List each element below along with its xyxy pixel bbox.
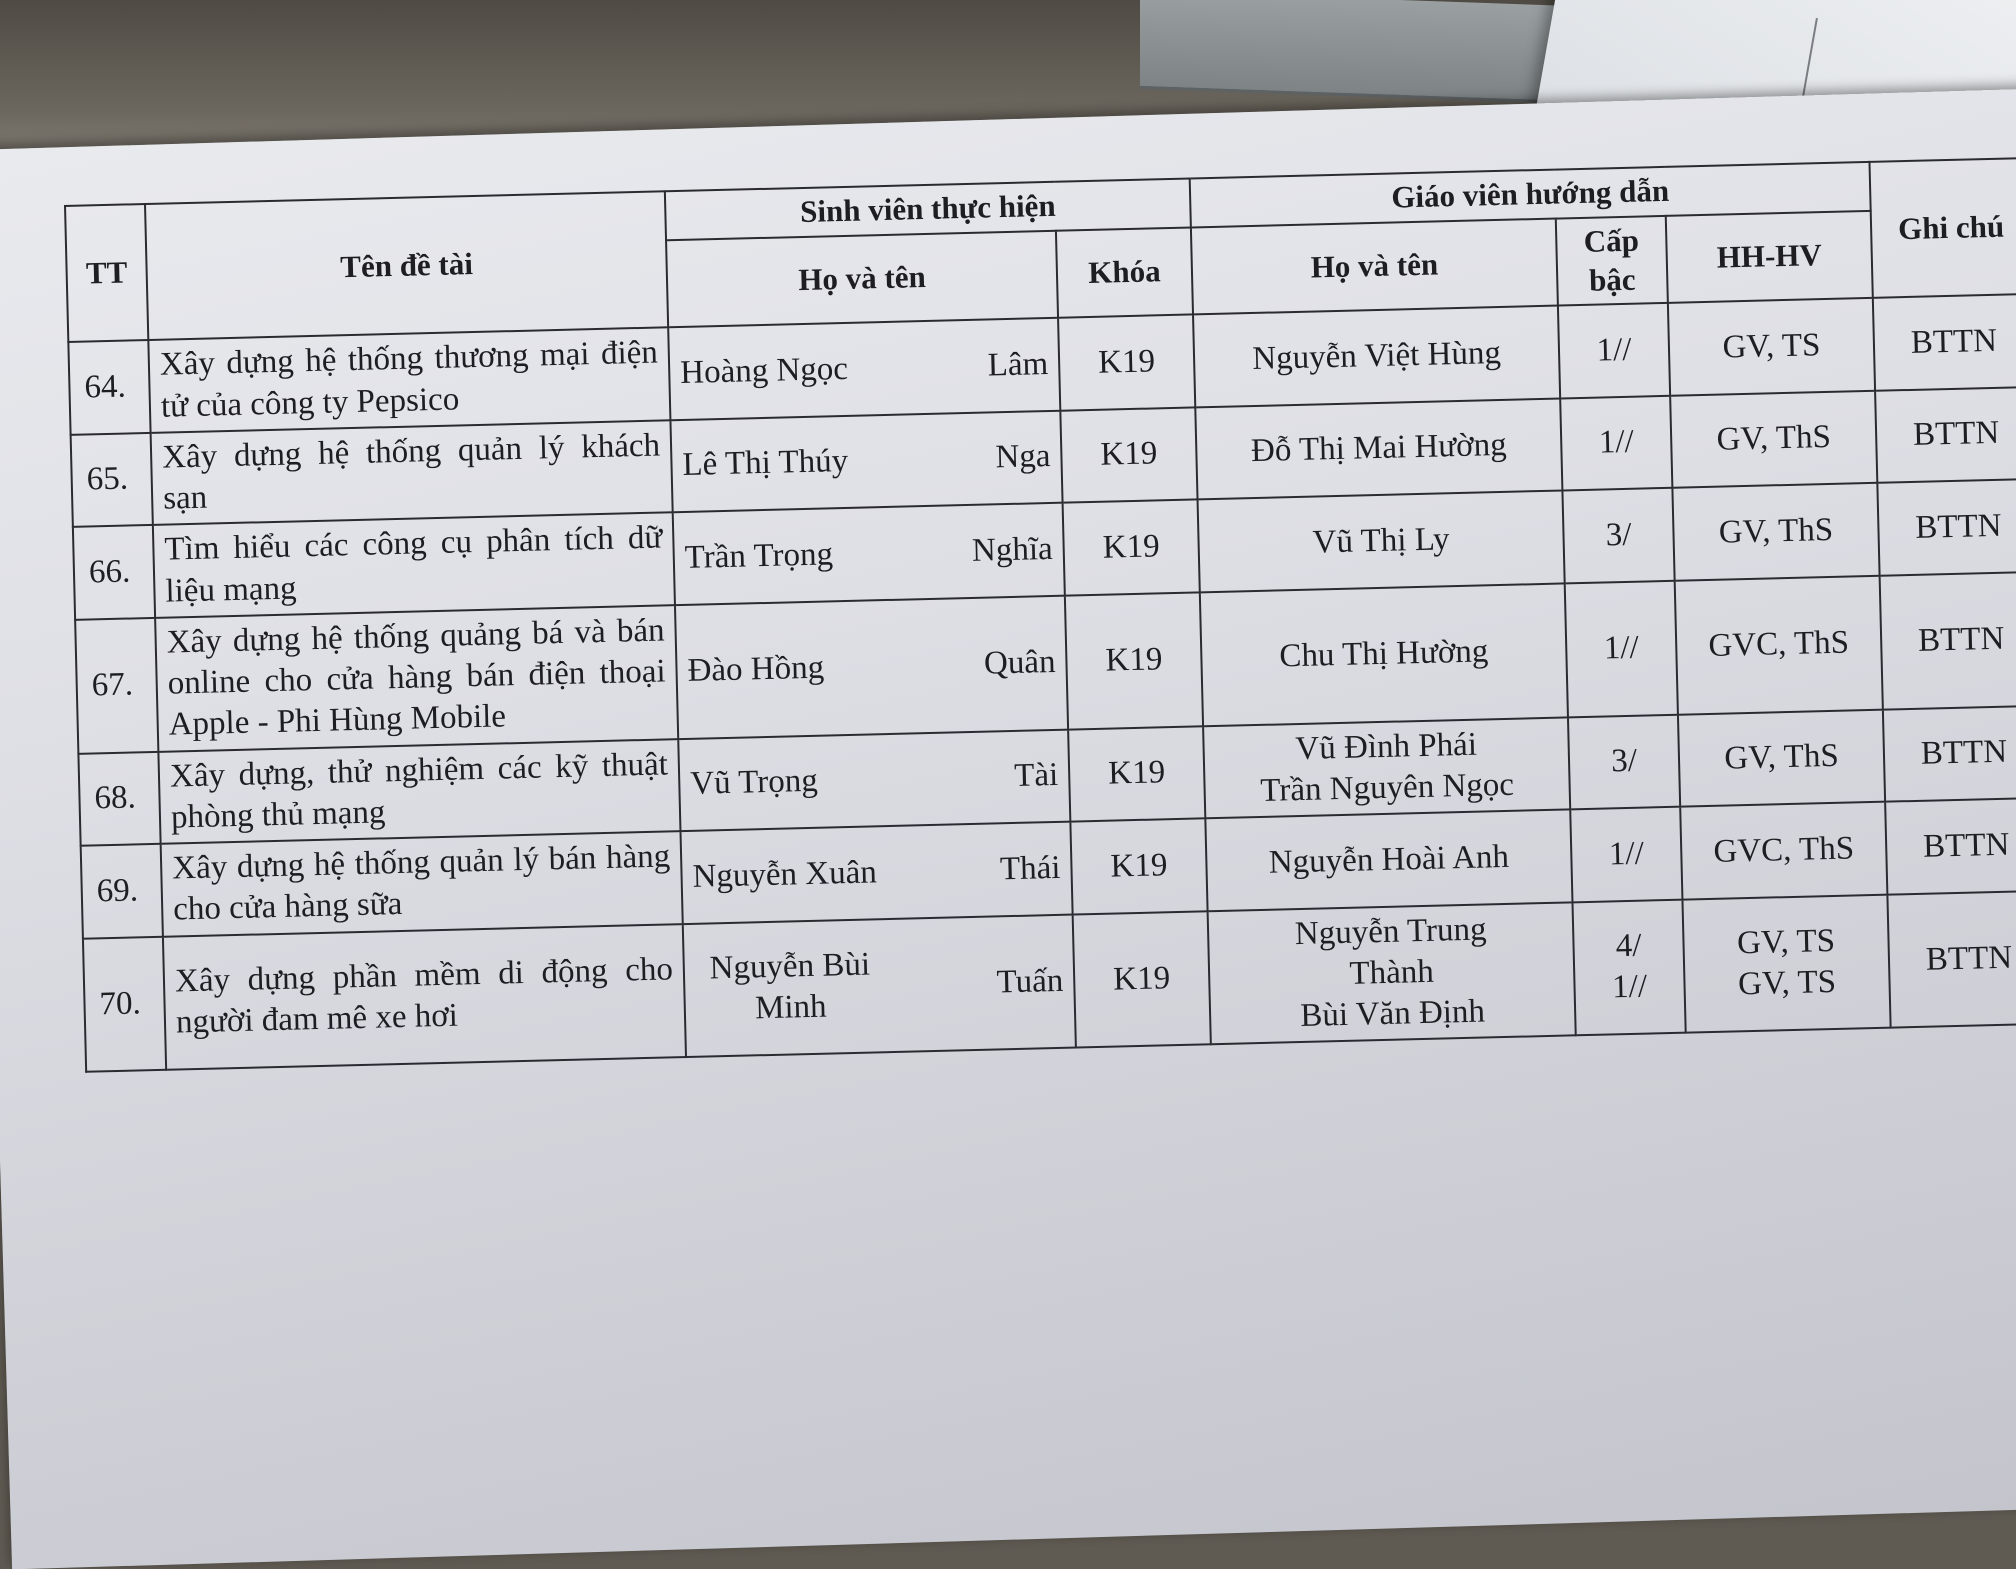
student-name-cell xyxy=(668,318,1060,420)
note-cell: BTTN xyxy=(1873,294,2016,390)
course-cell: K19 xyxy=(1073,911,1211,1048)
thesis-topic-table-container xyxy=(64,157,2016,1073)
student-name-cell xyxy=(683,914,1076,1057)
note-cell: BTTN xyxy=(1885,798,2016,894)
advisor-name: Vũ Thị Ly xyxy=(1312,521,1450,561)
advisor-title: GV, ThS xyxy=(1718,511,1834,551)
advisor-name: Đỗ Thị Mai Hường xyxy=(1250,427,1508,470)
student-first-name: Tài xyxy=(1013,757,1059,795)
note-cell: BTTN xyxy=(1887,890,2016,1028)
advisor-title: GVC, ThS xyxy=(1713,830,1855,870)
advisor-name-cell xyxy=(1198,491,1565,592)
advisor-rank: 3/ xyxy=(1605,516,1632,554)
student-first-name: Thái xyxy=(999,849,1061,887)
advisor-title: GV, TS xyxy=(1722,327,1821,366)
advisor-name: Chu Thị Hường xyxy=(1278,633,1489,675)
student-first-name: Tuấn xyxy=(996,962,1064,1001)
student-last-name: Hoàng Ngọc xyxy=(679,350,849,391)
advisor-title-cell xyxy=(1668,298,1875,395)
advisor-title-cell xyxy=(1680,802,1887,899)
advisor-title: GV, ThS xyxy=(1723,737,1840,777)
topic-cell: Xây dựng hệ thống quản lý bán hàng cho cửa hàng sữa xyxy=(161,831,683,936)
topic-cell: Xây dựng, thử nghiệm các kỹ thuật phòng thủ mạng xyxy=(158,739,680,844)
topic-cell: Xây dựng hệ thống thương mại điện tử của công ty Pepsico xyxy=(148,328,670,433)
student-last-name: Đào Hồng xyxy=(687,649,825,689)
student-first-name: Quân xyxy=(983,643,1056,682)
course-cell: K19 xyxy=(1065,592,1203,729)
note-cell: BTTN xyxy=(1877,479,2016,575)
advisor-title-cell xyxy=(1670,391,1877,488)
advisor-name: Vũ Đình Phái xyxy=(1294,726,1478,767)
topic-cell: Tìm hiểu các công cụ phân tích dữ liệu mạng xyxy=(153,512,675,617)
note-cell: BTTN xyxy=(1880,572,2016,710)
advisor-title: GV, TS xyxy=(1736,923,1836,962)
row-number: 69. xyxy=(81,844,163,938)
advisor-name-cell xyxy=(1208,902,1576,1045)
header-student-course: Khóa xyxy=(1056,227,1193,318)
advisor-title-cell xyxy=(1678,709,1885,806)
advisor-title: GV, TS xyxy=(1737,964,1837,1003)
header-student-group: Sinh viên thực hiện xyxy=(665,178,1191,240)
row-number: 67. xyxy=(75,618,158,754)
header-advisor-title: HH-HV xyxy=(1666,211,1873,303)
advisor-rank: 3/ xyxy=(1610,742,1638,780)
advisor-rank-cell xyxy=(1562,488,1674,583)
student-first-name: Nghĩa xyxy=(971,530,1054,569)
advisor-title-cell xyxy=(1672,483,1879,580)
advisor-rank: 1// xyxy=(1608,835,1645,873)
advisor-name: Nguyễn Trung Thành xyxy=(1294,910,1487,992)
student-last-name: Nguyễn Xuân xyxy=(692,853,878,895)
header-advisor-group: Giáo viên hướng dẫn xyxy=(1190,162,1871,227)
topic-cell: Xây dựng phần mềm di động cho người đam mê xe hơi xyxy=(163,924,686,1070)
row-number: 66. xyxy=(73,525,155,619)
note-cell: BTTN xyxy=(1875,387,2016,483)
table-body xyxy=(68,294,2016,1072)
advisor-title-cell xyxy=(1675,576,1883,715)
student-last-name: Lê Thị Thúy xyxy=(682,443,849,484)
student-last-name: Trần Trọng xyxy=(684,536,834,576)
advisor-rank: 1// xyxy=(1596,331,1632,369)
student-last-name: Vũ Trọng xyxy=(689,762,819,802)
header-student-name: Họ và tên xyxy=(666,231,1058,328)
advisor-name: Nguyễn Việt Hùng xyxy=(1251,334,1502,377)
student-last-name: Nguyễn Bùi Minh xyxy=(709,946,871,1027)
advisor-rank: 1// xyxy=(1598,424,1635,461)
student-name-cell xyxy=(675,595,1068,738)
topic-cell: Xây dựng hệ thống quảng bá và bán online cho cửa hàng bán điện thoại Apple - Phi Hùng Mobile xyxy=(155,605,678,751)
advisor-rank: 4/ xyxy=(1615,927,1642,965)
student-name-cell xyxy=(678,729,1070,831)
student-name-cell xyxy=(670,410,1062,512)
header-note: Ghi chú xyxy=(1870,158,2016,298)
advisor-rank-cell xyxy=(1572,899,1685,1035)
advisor-name-cell xyxy=(1205,809,1572,910)
course-cell: K19 xyxy=(1058,315,1195,411)
thesis-topic-table xyxy=(64,157,2016,1073)
advisor-name: Nguyễn Hoài Anh xyxy=(1268,838,1510,881)
student-name-cell xyxy=(673,503,1065,605)
note-cell: BTTN xyxy=(1883,705,2016,801)
header-advisor-rank: Cấp bậc xyxy=(1556,216,1668,306)
row-number: 70. xyxy=(83,936,166,1072)
course-cell: K19 xyxy=(1060,407,1197,503)
topic-cell: Xây dựng hệ thống quản lý khách sạn xyxy=(151,420,673,525)
student-name-cell xyxy=(680,822,1072,924)
advisor-name: Bùi Văn Định xyxy=(1299,993,1486,1035)
advisor-rank-cell xyxy=(1568,714,1680,809)
advisor-name-cell xyxy=(1203,717,1570,818)
row-number: 64. xyxy=(68,340,150,434)
advisor-rank: 1// xyxy=(1603,629,1640,667)
student-first-name: Lâm xyxy=(987,345,1049,384)
row-number: 68. xyxy=(78,751,160,845)
advisor-title: GV, ThS xyxy=(1716,419,1832,459)
student-first-name: Nga xyxy=(995,438,1051,476)
advisor-title: GVC, ThS xyxy=(1708,624,1850,664)
advisor-name-cell xyxy=(1200,583,1568,726)
advisor-name-cell xyxy=(1195,398,1562,499)
advisor-rank-cell xyxy=(1570,807,1682,902)
advisor-rank: 1// xyxy=(1611,968,1648,1006)
row-number: 65. xyxy=(71,433,153,527)
course-cell: K19 xyxy=(1068,726,1205,822)
course-cell: K19 xyxy=(1063,500,1200,596)
course-cell: K19 xyxy=(1070,818,1207,914)
header-tt: TT xyxy=(65,204,148,342)
advisor-name-cell xyxy=(1193,306,1560,407)
advisor-rank-cell xyxy=(1558,303,1670,398)
advisor-rank-cell xyxy=(1565,581,1678,717)
advisor-rank-cell xyxy=(1560,396,1672,491)
advisor-title-cell xyxy=(1682,894,1890,1033)
advisor-name: Trần Nguyên Ngọc xyxy=(1259,766,1515,809)
header-advisor-name: Họ và tên xyxy=(1191,218,1558,314)
header-topic: Tên đề tài xyxy=(145,191,668,340)
